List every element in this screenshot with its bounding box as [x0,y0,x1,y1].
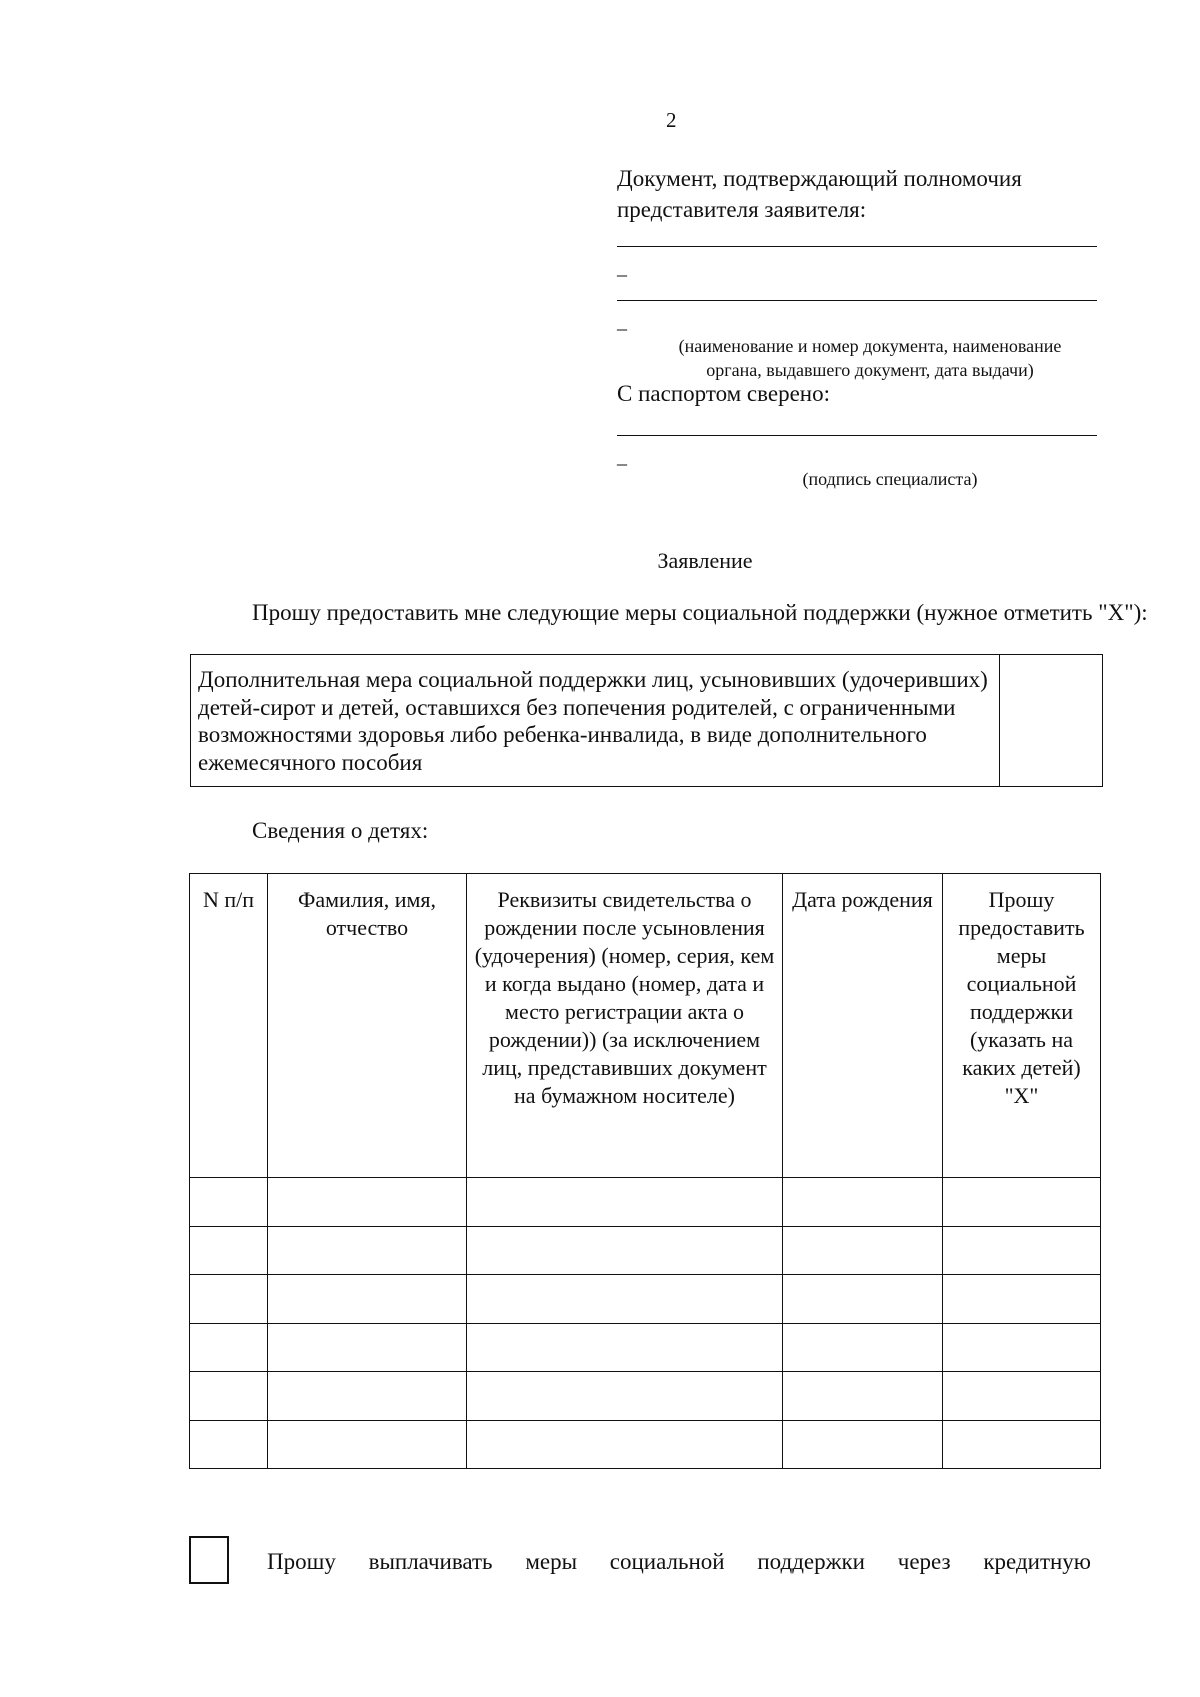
payment-word: социальной [609,1549,725,1574]
payment-word: через [897,1549,951,1574]
table-row [190,1372,1101,1421]
measure-description: Дополнительная мера социальной поддержки лиц, усыновивших (удочеривших) детей-сирот и детей, оставшихся без попечения родителей, с ограниченными возможностями здоровья либо ребенка-инвалида, в виде дополнительного ежемесячного пособия [191,655,1000,787]
table-row [190,1323,1101,1372]
cell-birth-certificate[interactable] [467,1226,783,1275]
cell-full-name[interactable] [268,1178,467,1227]
request-paragraph [196,600,1156,626]
payment-word: выплачивать [368,1549,493,1574]
payment-word: поддержки [757,1549,865,1574]
cell-request-mark[interactable] [943,1178,1101,1227]
dash-mark: _ [617,446,627,468]
document-caption-line-1: (наименование и номер документа, наименование [678,336,1062,356]
cell-number[interactable] [190,1226,268,1275]
column-header-request-mark: Прошу предоставить меры социальной поддержки (указать на каких детей) "X" [943,874,1101,1178]
cell-birth-date[interactable] [783,1226,943,1275]
payment-word: Прошу [267,1549,336,1574]
representative-document-title: Документ, подтверждающий полномочия представителя заявителя: [617,166,1022,222]
cell-full-name[interactable] [268,1323,467,1372]
payment-word: меры [525,1549,578,1574]
children-table [189,873,1101,1469]
children-info-label: Сведения о детях: [252,818,429,843]
column-header-number: N п/п [190,874,268,1178]
cell-number[interactable] [190,1275,268,1324]
dash-mark: _ [617,311,627,333]
cell-request-mark[interactable] [943,1420,1101,1469]
cell-birth-date[interactable] [783,1275,943,1324]
fill-line [617,246,1097,247]
column-header-birth-date: Дата рождения [783,874,943,1178]
measure-mark-cell[interactable] [999,655,1102,787]
fill-line [617,300,1097,301]
statement-heading: Заявление [657,548,753,573]
payment-word: кредитную [983,1549,1091,1574]
cell-request-mark[interactable] [943,1275,1101,1324]
cell-birth-certificate[interactable] [467,1420,783,1469]
column-header-birth-certificate: Реквизиты свидетельства о рождении после усыновления (удочерения) (номер, серия, кем и когда выдано (номер, дата и место регистрации акта о рождении)) (за исключением лиц, представивших документ на бумажном носителе) [467,874,783,1178]
payment-request-line [267,1549,1091,1575]
cell-number[interactable] [190,1323,268,1372]
cell-birth-certificate[interactable] [467,1323,783,1372]
payment-method-checkbox[interactable] [189,1536,229,1584]
cell-birth-date[interactable] [783,1178,943,1227]
table-row [190,1275,1101,1324]
table-row [190,1178,1101,1227]
dash-mark: _ [617,257,627,279]
cell-full-name[interactable] [268,1372,467,1421]
document-caption-line-2: органа, выдавшего документ, дата выдачи) [706,360,1034,380]
request-text: Прошу предоставить мне следующие меры социальной поддержки (нужное отметить "X"): [252,600,1148,625]
cell-birth-date[interactable] [783,1420,943,1469]
table-row [190,1226,1101,1275]
cell-birth-certificate[interactable] [467,1275,783,1324]
table-row [190,1420,1101,1469]
cell-birth-date[interactable] [783,1323,943,1372]
cell-full-name[interactable] [268,1420,467,1469]
cell-birth-certificate[interactable] [467,1372,783,1421]
children-table-header-row [190,874,1101,1178]
cell-full-name[interactable] [268,1275,467,1324]
cell-request-mark[interactable] [943,1226,1101,1275]
signature-caption: (подпись специалиста) [802,469,978,489]
page-number: 2 [666,108,677,132]
measure-table [190,654,1103,787]
column-header-full-name: Фамилия, имя, отчество [268,874,467,1178]
cell-number[interactable] [190,1178,268,1227]
cell-number[interactable] [190,1420,268,1469]
cell-number[interactable] [190,1372,268,1421]
measure-row [191,655,1103,787]
cell-birth-date[interactable] [783,1372,943,1421]
cell-request-mark[interactable] [943,1323,1101,1372]
passport-label: С паспортом сверено: [617,381,830,406]
cell-request-mark[interactable] [943,1372,1101,1421]
cell-full-name[interactable] [268,1226,467,1275]
cell-birth-certificate[interactable] [467,1178,783,1227]
fill-line [617,435,1097,436]
